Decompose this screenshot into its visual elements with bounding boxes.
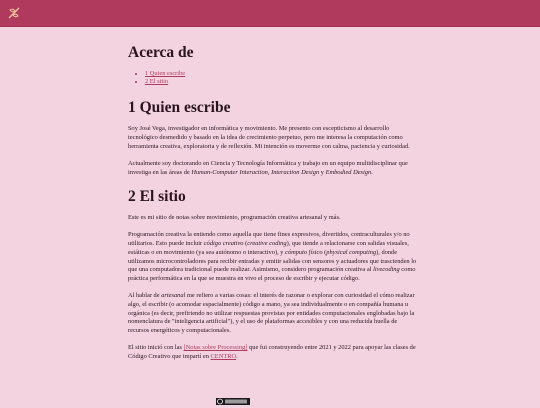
cc-license-badge-icon[interactable] <box>216 398 250 405</box>
paragraph: Actualmente soy doctorando en Ciencia y Tecnología Informática y trabajo en un equipo multidisciplinar que investiga en las áreas de Human-Computer Interaction, Interaction Design y Embodied Design. <box>128 159 408 176</box>
paragraph: El sitio inició con las [Notas sobre Processing] que fui construyendo entre 2021 y 2022 para apoyar las clases de Código Creativo que impartí en CENTRO. <box>128 344 416 360</box>
toc-item <box>145 70 418 79</box>
top-bar <box>0 0 540 27</box>
link-centro[interactable]: CENTRO <box>210 352 237 360</box>
paragraph: Este es mi sitio de notas sobre movimiento, programación creativa artesanal y más. <box>128 214 341 222</box>
paragraph: Programación creativa la entiendo como aquella que tiene fines expresivos, divertidos, contraculturales y/o no utilitarios. Esto puede incluir código creativo (creative coding), que tiende a relacionarse con salidas visuales, estáticas o en movimiento (ya sea autónomo o interactivo), y cómputo físico (physical computing), donde utilizamos microcontroladores para recibir entradas y emitir salidas con sensores y actuadores que trascienden lo que una computadora tradicional puede realizar. Asimismo, considero programación creativa al livecoding como práctica performática en la que se muestra en vivo el proceso de escribir y ejecutar código. <box>128 231 417 283</box>
footer <box>128 398 428 405</box>
section-heading-quien-escribe: 1 Quien escribe <box>128 98 231 116</box>
link-notas-processing[interactable]: [Notas sobre Processing] <box>183 344 248 352</box>
toc-item <box>145 78 418 87</box>
leaf-icon[interactable] <box>7 6 21 20</box>
toc-link-quien-escribe[interactable]: 1 Quien escribe <box>145 69 186 77</box>
page-title: Acerca de <box>128 44 194 61</box>
paragraph: Soy José Vega, investigador en informática y movimiento. Me presento con escepticismo al desarrollo tecnológico desmedido y basado en la idea de crecimiento perpetuo, pero me interesa la computación como herramienta creativa, exploratoria y de reflexión. Mi intención es moverme con calma, paciencia y curiosidad. <box>128 125 410 151</box>
toc-link-el-sitio[interactable]: 2 El sitio <box>145 78 169 86</box>
main-content <box>128 26 418 362</box>
paragraph: Al hablar de artesanal me refiero a varias cosas: el interés de razonar o explorar con curiosidad el cómo realizar algo, el escribir (o acomodar espacialmente) código a mano, ya sea individualmente o en compañía humana u orgánica (es decir, prefiriendo no utilizar respuestas provistas por entidades computacionales englobadas bajo la nomenclatura de "inteligencia artificial"), y el uso de plataformas accesibles y con una reducida huella de recursos energéticos y computacionales. <box>128 292 415 335</box>
section-heading-el-sitio: 2 El sitio <box>128 187 186 205</box>
table-of-contents <box>128 70 418 87</box>
